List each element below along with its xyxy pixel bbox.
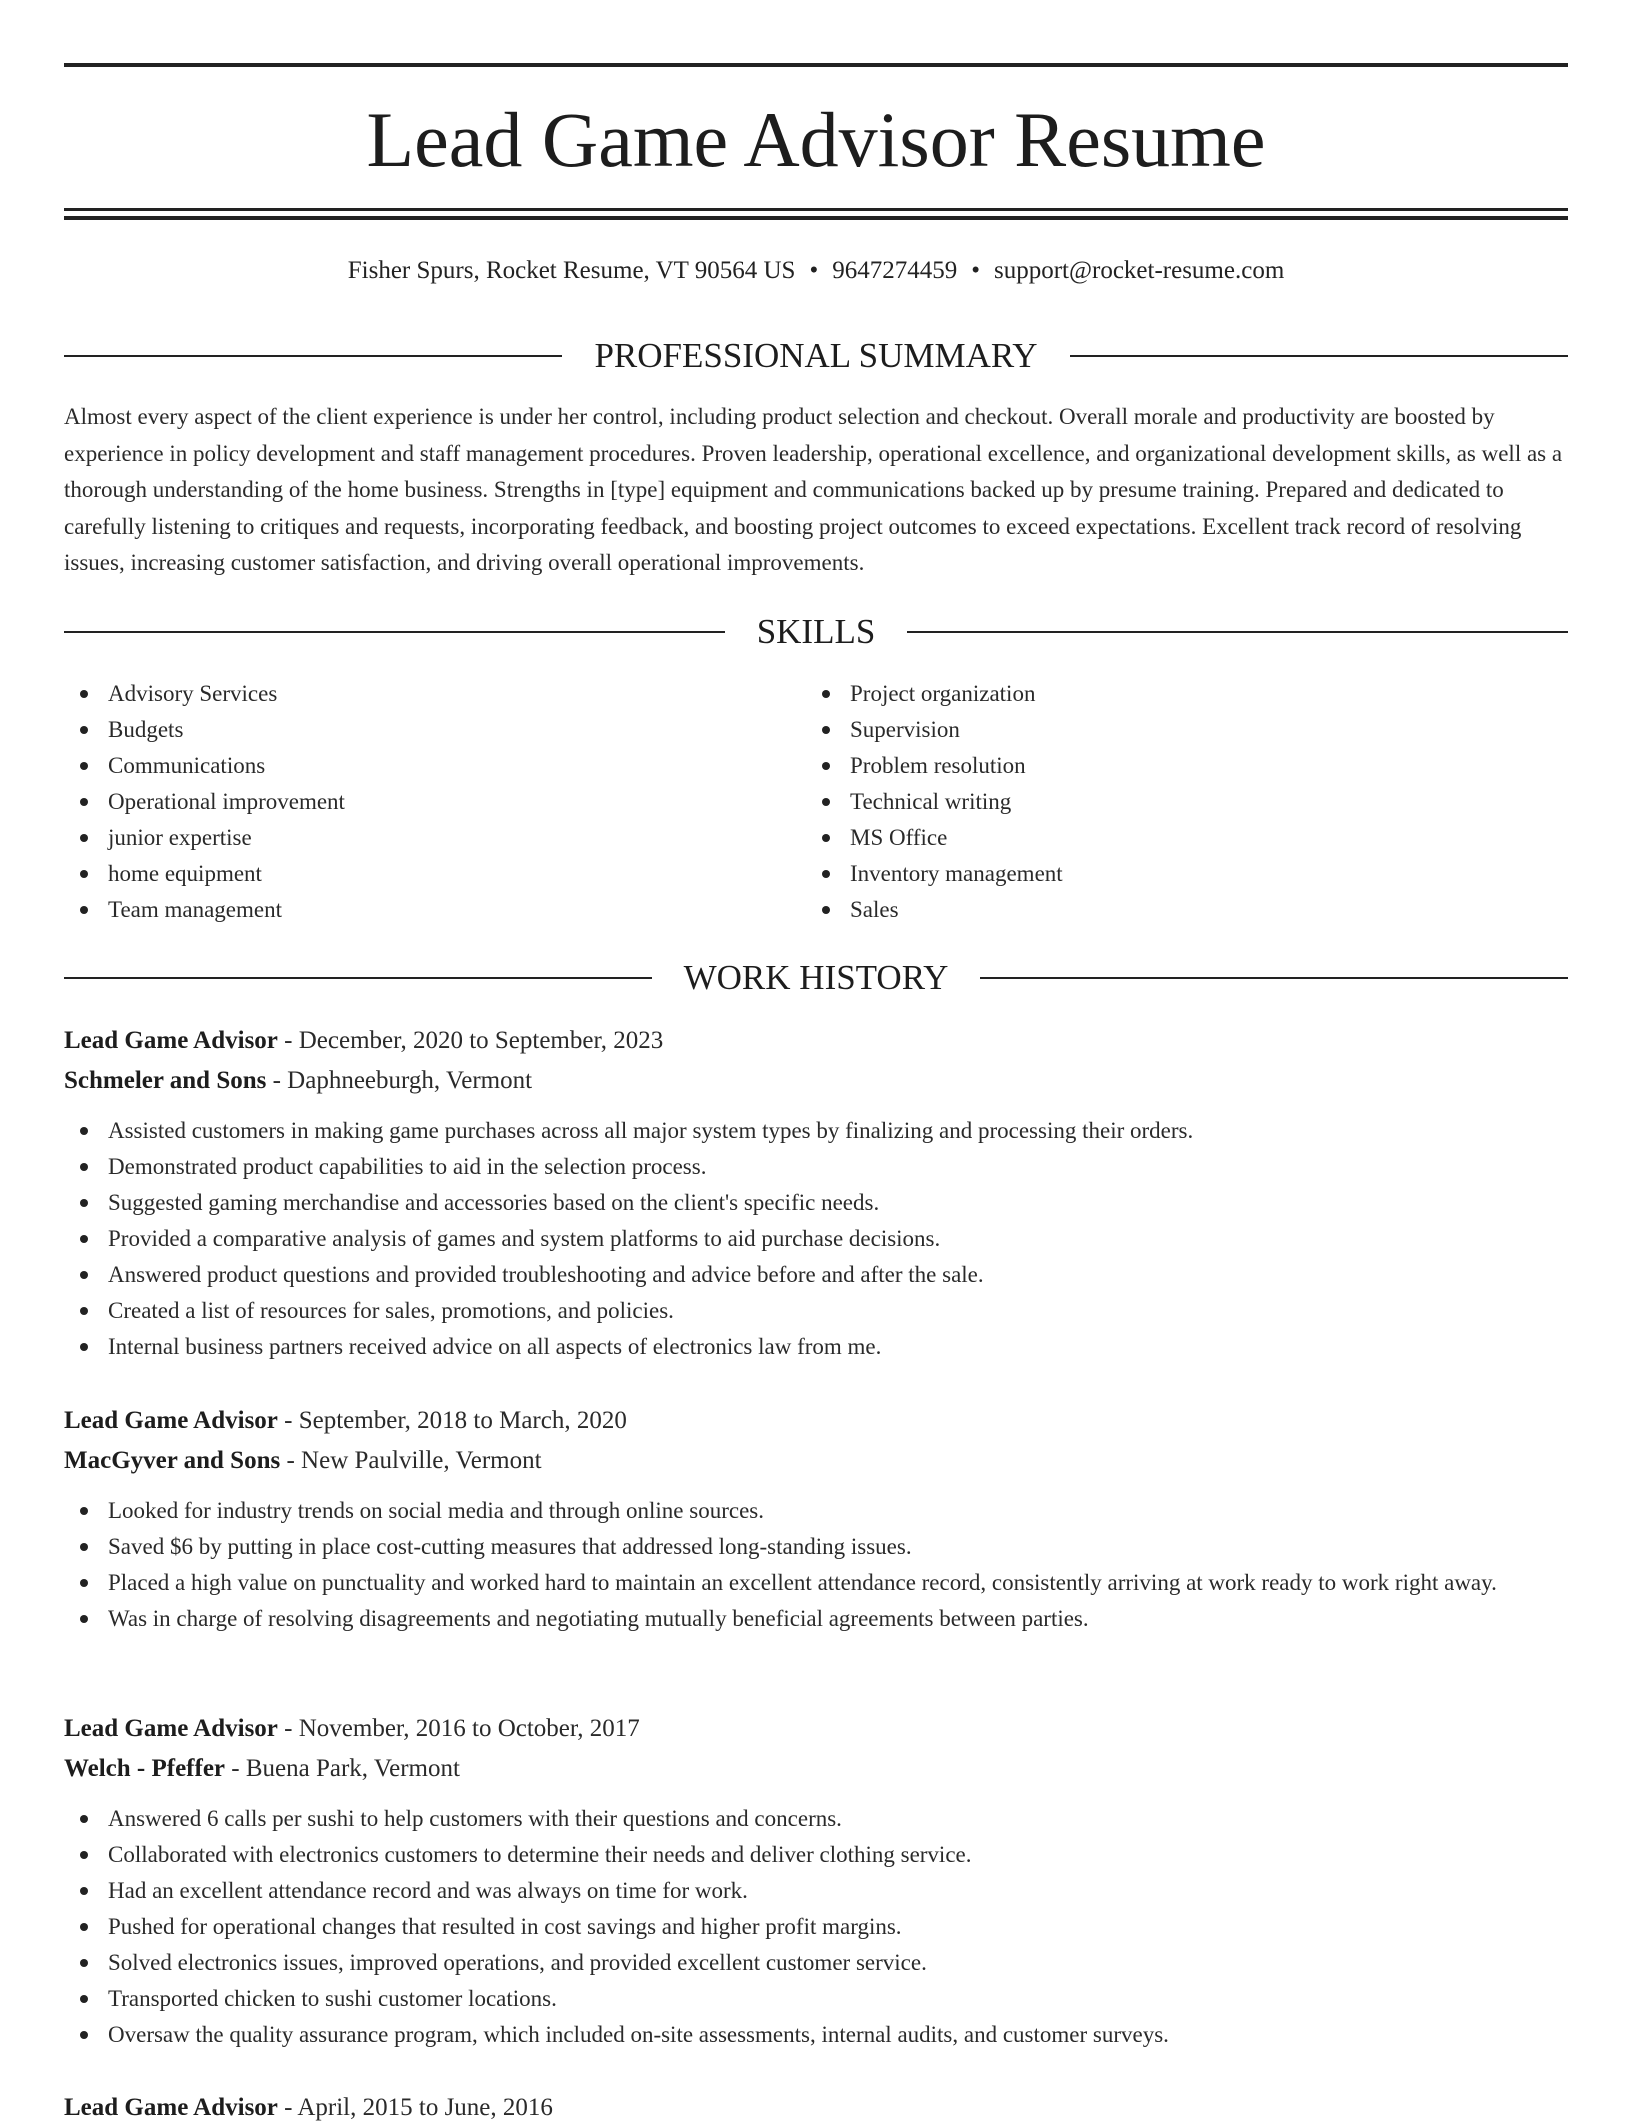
job-bullet: Internal business partners received advice on all aspects of electronics law from me.: [64, 1329, 1568, 1365]
job-company: Schmeler and Sons: [64, 1067, 267, 1094]
job-bullet: Placed a high value on punctuality and worked hard to maintain an excellent attendance record, consistently arriving at work ready to work right away.: [64, 1565, 1568, 1601]
job-dates: - November, 2016 to October, 2017: [277, 1715, 640, 1742]
skill-item: home equipment: [64, 856, 764, 892]
contact-separator: •: [971, 257, 980, 284]
work-history-heading: [64, 958, 1568, 998]
job-bullet: Answered product questions and provided troubleshooting and advice before and after the sale.: [64, 1257, 1568, 1293]
job-title: Lead Game Advisor: [64, 2094, 278, 2121]
title-double-rule-lower: [64, 216, 1568, 220]
job-company-line: [64, 1441, 1568, 1481]
job-bullet: Demonstrated product capabilities to aid in the selection process.: [64, 1149, 1568, 1185]
section-title: WORK HISTORY: [683, 958, 949, 997]
job-bullet: Provided a comparative analysis of games and system platforms to aid purchase decisions.: [64, 1221, 1568, 1257]
heading-rule-left: [64, 977, 652, 979]
job-title-line: [64, 1401, 1568, 1441]
job-title-line: [64, 1021, 1568, 1061]
section-title: PROFESSIONAL SUMMARY: [594, 336, 1038, 375]
skill-item: Communications: [64, 748, 764, 784]
job-company-line: [64, 1061, 1568, 1101]
job-dates: - April, 2015 to June, 2016: [277, 2094, 553, 2121]
job-bullet: Collaborated with electronics customers to determine their needs and deliver clothing service.: [64, 1837, 1568, 1873]
skill-item: Supervision: [806, 712, 1506, 748]
skill-item: Budgets: [64, 712, 764, 748]
job-entry: [64, 1401, 1568, 1637]
job-bullet: Looked for industry trends on social media and through online sources.: [64, 1493, 1568, 1529]
skill-item: Advisory Services: [64, 676, 764, 712]
job-title: Lead Game Advisor: [64, 1407, 278, 1434]
job-bullet: Solved electronics issues, improved operations, and provided excellent customer service.: [64, 1945, 1568, 1981]
section-title: SKILLS: [756, 612, 876, 651]
job-company: Welch - Pfeffer: [64, 1755, 226, 1782]
skill-item: Team management: [64, 892, 764, 928]
heading-rule-left: [64, 631, 725, 633]
job-entry: [64, 1021, 1568, 1365]
job-bullet: Was in charge of resolving disagreements and negotiating mutually beneficial agreements between parties.: [64, 1601, 1568, 1637]
job-dates: - December, 2020 to September, 2023: [277, 1027, 664, 1054]
job-entry: [64, 1709, 1568, 2053]
skill-item: MS Office: [806, 820, 1506, 856]
job-location: - Daphneeburgh, Vermont: [266, 1067, 533, 1094]
job-title: Lead Game Advisor: [64, 1027, 278, 1054]
job-dates: - September, 2018 to March, 2020: [277, 1407, 627, 1434]
skills-list-left: [64, 676, 764, 928]
job-bullet: Suggested gaming merchandise and accessories based on the client's specific needs.: [64, 1185, 1568, 1221]
contact-separator: •: [809, 257, 819, 284]
heading-rule-left: [64, 355, 562, 357]
contact-line: [64, 254, 1568, 288]
skill-item: Technical writing: [806, 784, 1506, 820]
professional-summary-heading: [64, 336, 1568, 376]
skill-item: Inventory management: [806, 856, 1506, 892]
job-bullet: Oversaw the quality assurance program, which included on-site assessments, internal audits, and customer surveys.: [64, 2017, 1568, 2053]
job-entry: [64, 2088, 1568, 2128]
top-rule: [64, 63, 1568, 67]
job-bullet: Had an excellent attendance record and was always on time for work.: [64, 1873, 1568, 1909]
job-bullet: Assisted customers in making game purchases across all major system types by finalizing and processing their orders.: [64, 1113, 1568, 1149]
heading-rule-right: [907, 631, 1568, 633]
summary-text: Almost every aspect of the client experience is under her control, including product selection and checkout. Overall morale and productivity are boosted by experience in policy development and staff management procedures. Proven leadership, operational excellence, and organizational development skills, as well as a thorough understanding of the home business. Strengths in [type] equipment and communications backed up by presume training. Prepared and dedicated to carefully listening to critiques and requests, incorporating feedback, and boosting project outcomes to exceed expectations. Excellent track record of resolving issues, increasing customer satisfaction, and driving overall operational improvements.: [64, 404, 1563, 575]
job-bullet: Transported chicken to sushi customer locations.: [64, 1981, 1568, 2017]
skill-item: Problem resolution: [806, 748, 1506, 784]
job-title: Lead Game Advisor: [64, 1715, 278, 1742]
job-bullet: Created a list of resources for sales, promotions, and policies.: [64, 1293, 1568, 1329]
job-bullets: [64, 1801, 1568, 2053]
job-bullet: Saved $6 by putting in place cost-cutting measures that addressed long-standing issues.: [64, 1529, 1568, 1565]
contact-address: Fisher Spurs, Rocket Resume, VT 90564 US: [347, 257, 796, 284]
contact-email: support@rocket-resume.com: [993, 257, 1285, 284]
skill-item: junior expertise: [64, 820, 764, 856]
job-company: MacGyver and Sons: [64, 1447, 281, 1474]
contact-phone: 9647274459: [832, 257, 958, 284]
skill-item: Project organization: [806, 676, 1506, 712]
job-location: - Buena Park, Vermont: [225, 1755, 460, 1782]
heading-rule-right: [980, 977, 1568, 979]
skills-list-right: [806, 676, 1506, 928]
skill-item: Operational improvement: [64, 784, 764, 820]
skills-heading: [64, 612, 1568, 652]
resume-title: Lead Game Advisor Resume: [366, 96, 1266, 183]
job-bullet: Answered 6 calls per sushi to help customers with their questions and concerns.: [64, 1801, 1568, 1837]
job-bullet: Pushed for operational changes that resulted in cost savings and higher profit margins.: [64, 1909, 1568, 1945]
job-bullets: [64, 1113, 1568, 1365]
job-company-line: [64, 1749, 1568, 1789]
job-location: - New Paulville, Vermont: [280, 1447, 542, 1474]
heading-rule-right: [1070, 355, 1568, 357]
title-double-rule-upper: [64, 208, 1568, 211]
job-bullets: [64, 1493, 1568, 1637]
job-title-line: [64, 1709, 1568, 1749]
skill-item: Sales: [806, 892, 1506, 928]
job-title-line: [64, 2088, 1568, 2128]
